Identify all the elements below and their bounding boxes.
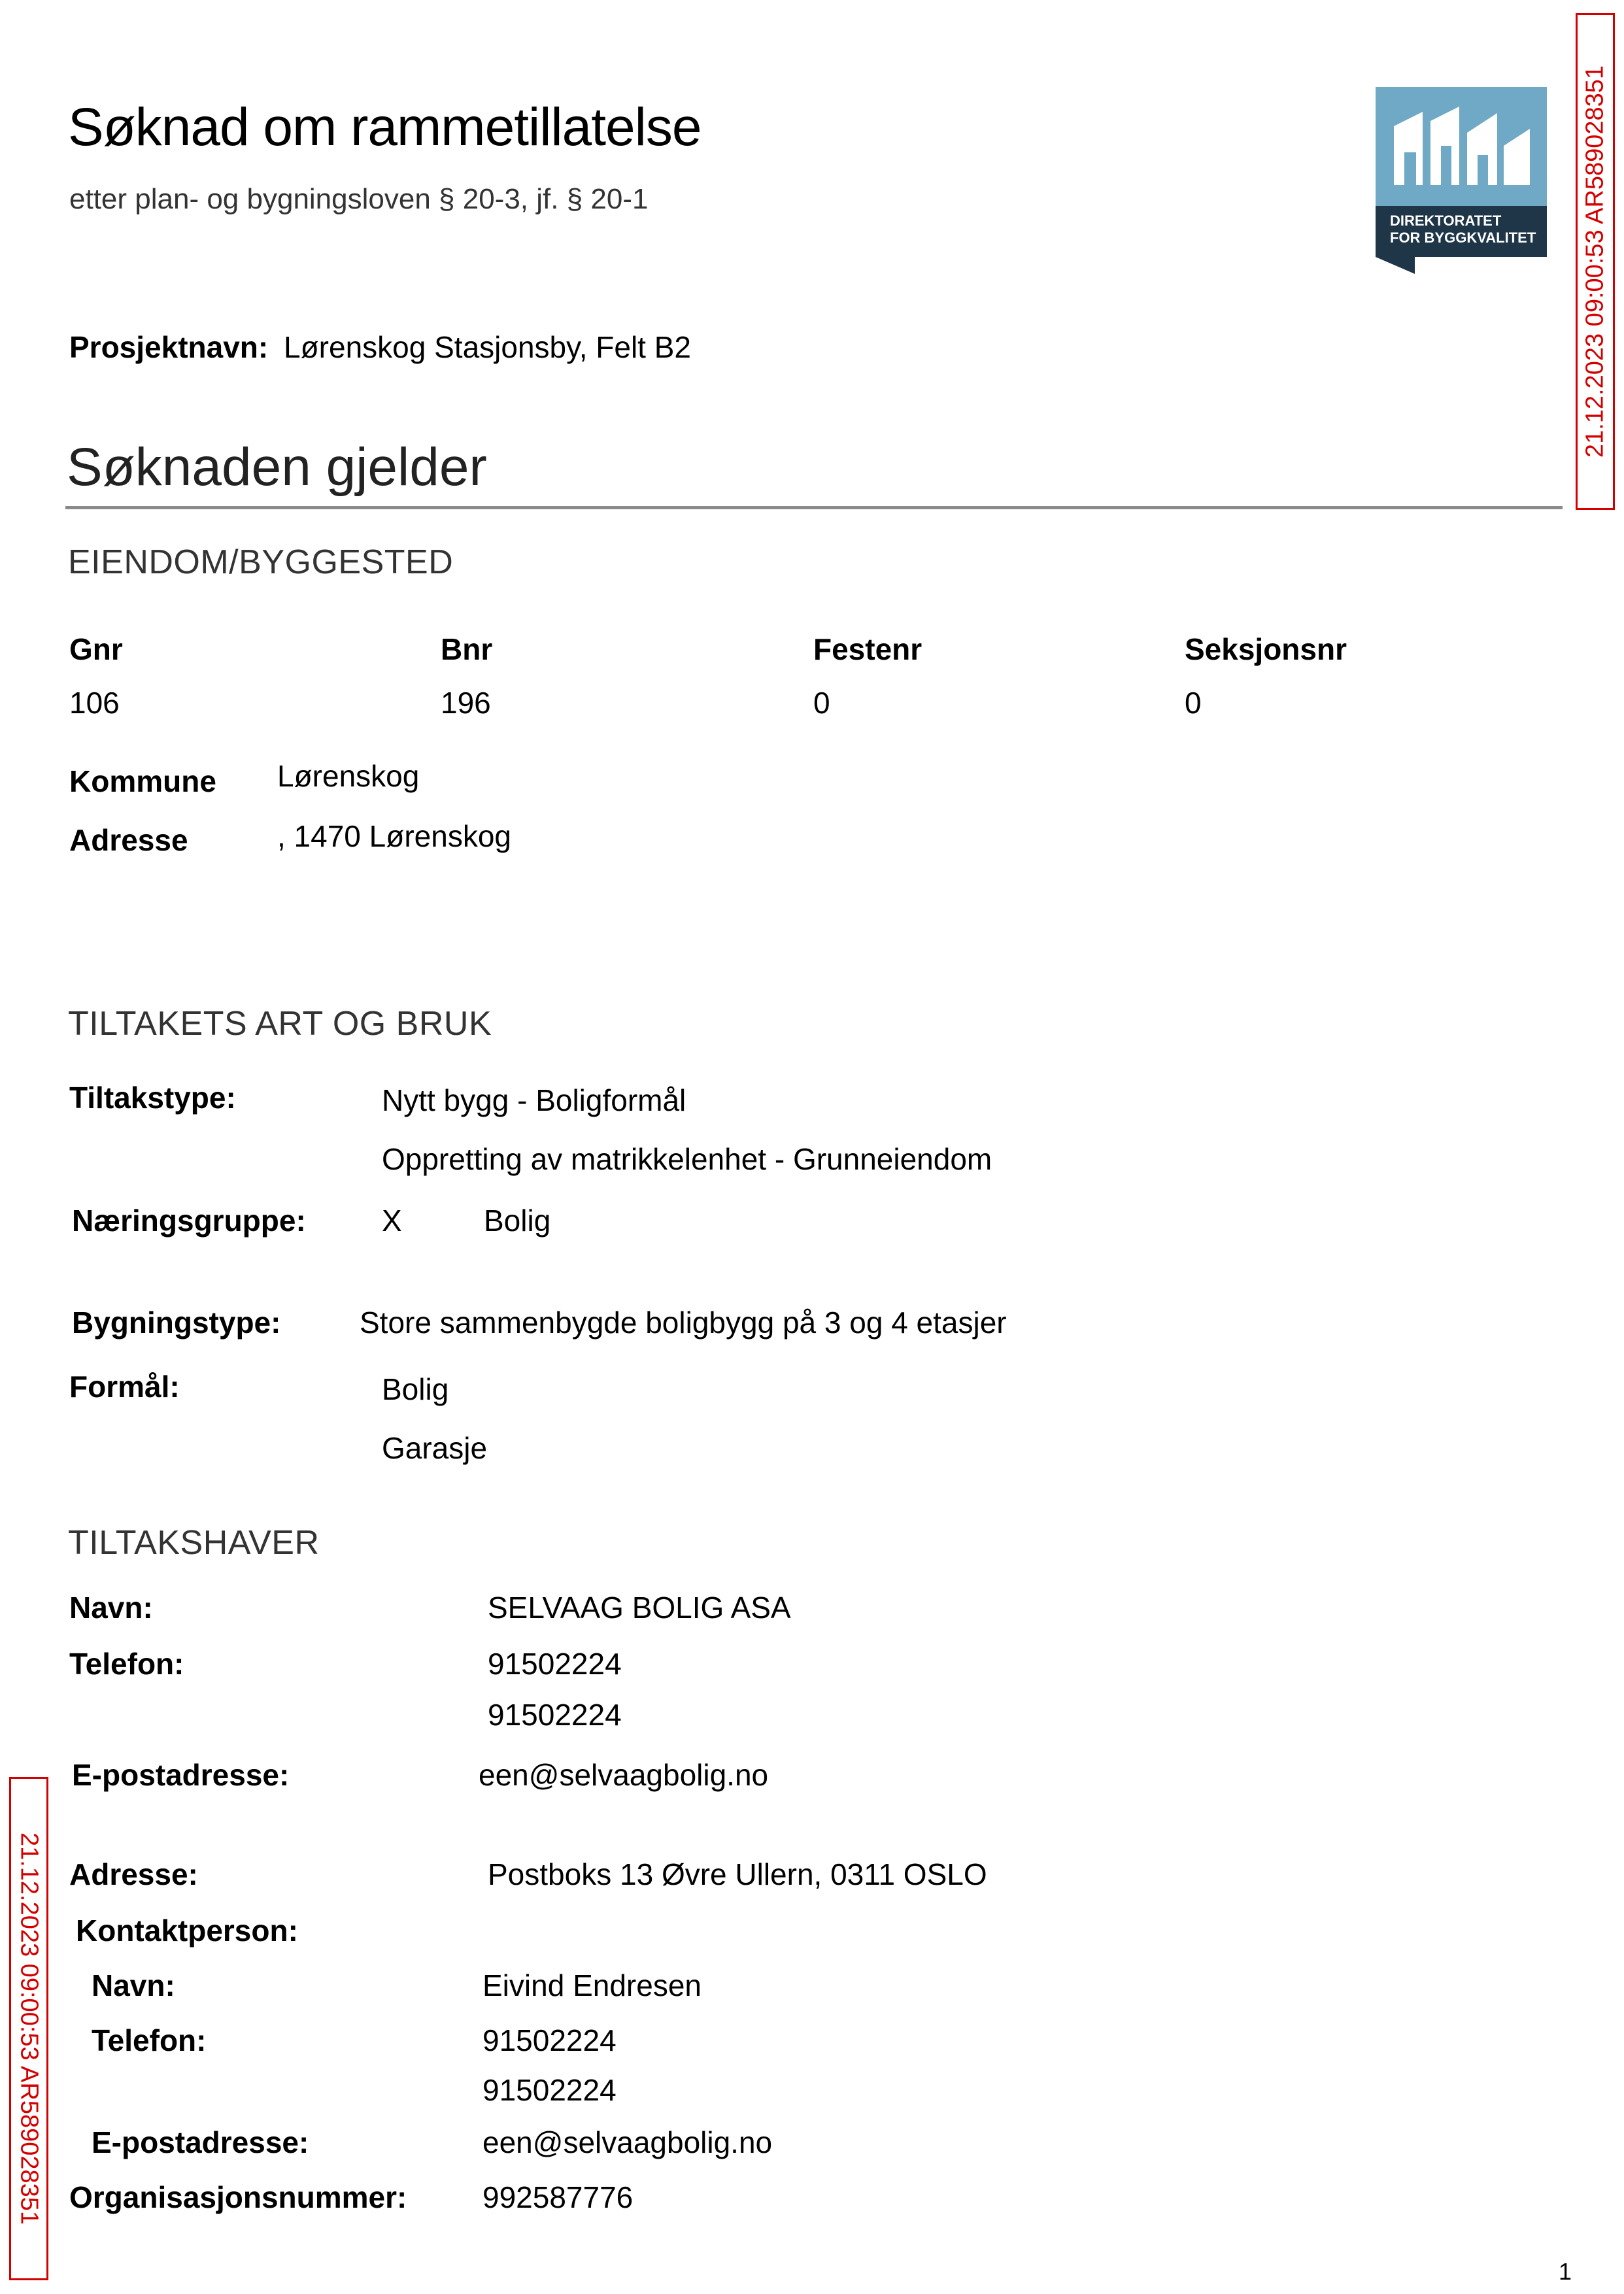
kontakt-telefon-value-2: 91502224 xyxy=(482,2073,617,2107)
timestamp-stamp-top xyxy=(1576,13,1615,510)
tiltak-heading: TILTAKETS ART OG BRUK xyxy=(68,1005,492,1043)
festenr-label: Festenr xyxy=(813,632,922,666)
bnr-label: Bnr xyxy=(441,632,493,666)
naeringsgruppe-code: X xyxy=(382,1204,402,1238)
seksjonsnr-label: Seksjonsnr xyxy=(1185,632,1347,666)
kontakt-navn-value: Eivind Endresen xyxy=(482,1968,702,2002)
stamp-left-text: 21.12.2023 09:00:53 AR589028351 xyxy=(15,1832,43,2225)
property-heading: EIENDOM/BYGGESTED xyxy=(68,543,454,581)
formaal-value-2: Garasje xyxy=(382,1431,488,1465)
orgnr-value: 992587776 xyxy=(482,2180,634,2214)
tiltakshaver-heading: TILTAKSHAVER xyxy=(68,1524,320,1562)
bnr-value: 196 xyxy=(441,686,491,720)
seksjonsnr-value: 0 xyxy=(1185,686,1202,720)
tiltakstype-value-1: Nytt bygg - Boligformål xyxy=(382,1083,686,1117)
formaal-value-1: Bolig xyxy=(382,1372,449,1406)
tiltakstype-label: Tiltakstype: xyxy=(69,1081,236,1115)
telefon-label: Telefon: xyxy=(69,1647,184,1681)
naeringsgruppe-value: Bolig xyxy=(484,1204,551,1238)
naeringsgruppe-label: Næringsgruppe: xyxy=(72,1204,306,1238)
project-value: Lørenskog Stasjonsby, Felt B2 xyxy=(284,330,691,364)
logo-text-line1: DIREKTORATET xyxy=(1390,212,1502,229)
dibk-logo xyxy=(1376,87,1547,274)
kontaktperson-label: Kontaktperson: xyxy=(76,1914,298,1948)
formaal-label: Formål: xyxy=(69,1370,180,1404)
navn-label: Navn: xyxy=(69,1591,153,1625)
property-adresse-label: Adresse xyxy=(69,823,188,857)
page-number: 1 xyxy=(1559,2258,1572,2285)
epost-label: E-postadresse: xyxy=(72,1758,290,1792)
navn-value: SELVAAG BOLIG ASA xyxy=(488,1591,791,1625)
kontakt-epost-value: een@selvaagbolig.no xyxy=(482,2125,773,2159)
bygningstype-label: Bygningstype: xyxy=(72,1306,281,1340)
gnr-label: Gnr xyxy=(69,632,123,666)
kontakt-telefon-label: Telefon: xyxy=(92,2023,207,2057)
logo-text-line2: FOR BYGGKVALITET xyxy=(1390,229,1536,246)
epost-value: een@selvaagbolig.no xyxy=(479,1758,769,1792)
property-adresse-value: , 1470 Lørenskog xyxy=(277,819,512,853)
page-title: Søknad om rammetillatelse xyxy=(68,97,702,157)
telefon-value-2: 91502224 xyxy=(488,1698,622,1732)
gnr-value: 106 xyxy=(69,686,120,720)
stamp-top-text: 21.12.2023 09:00:53 AR589028351 xyxy=(1581,65,1609,458)
timestamp-stamp-left xyxy=(9,1777,48,2280)
kommune-label: Kommune xyxy=(69,764,216,798)
kontakt-epost-label: E-postadresse: xyxy=(92,2125,309,2159)
section-divider xyxy=(65,506,1563,509)
telefon-value-1: 91502224 xyxy=(488,1647,622,1681)
orgnr-label: Organisasjonsnummer: xyxy=(69,2180,407,2214)
project-label: Prosjektnavn: xyxy=(69,330,269,364)
page-subtitle: etter plan- og bygningsloven § 20-3, jf. § 20-1 xyxy=(69,183,649,215)
tiltakstype-value-2: Oppretting av matrikkelenhet - Grunneiendom xyxy=(382,1142,992,1176)
section-title: Søknaden gjelder xyxy=(67,437,487,497)
tiltakshaver-adresse-value: Postboks 13 Øvre Ullern, 0311 OSLO xyxy=(488,1857,987,1891)
kontakt-navn-label: Navn: xyxy=(92,1968,175,2002)
kontakt-telefon-value-1: 91502224 xyxy=(482,2023,617,2057)
tiltakshaver-adresse-label: Adresse: xyxy=(69,1857,198,1891)
festenr-value: 0 xyxy=(813,686,830,720)
bygningstype-value: Store sammenbygde boligbygg på 3 og 4 etasjer xyxy=(360,1306,1007,1340)
kommune-value: Lørenskog xyxy=(277,759,420,793)
dibk-logo-graphic xyxy=(1376,87,1547,274)
